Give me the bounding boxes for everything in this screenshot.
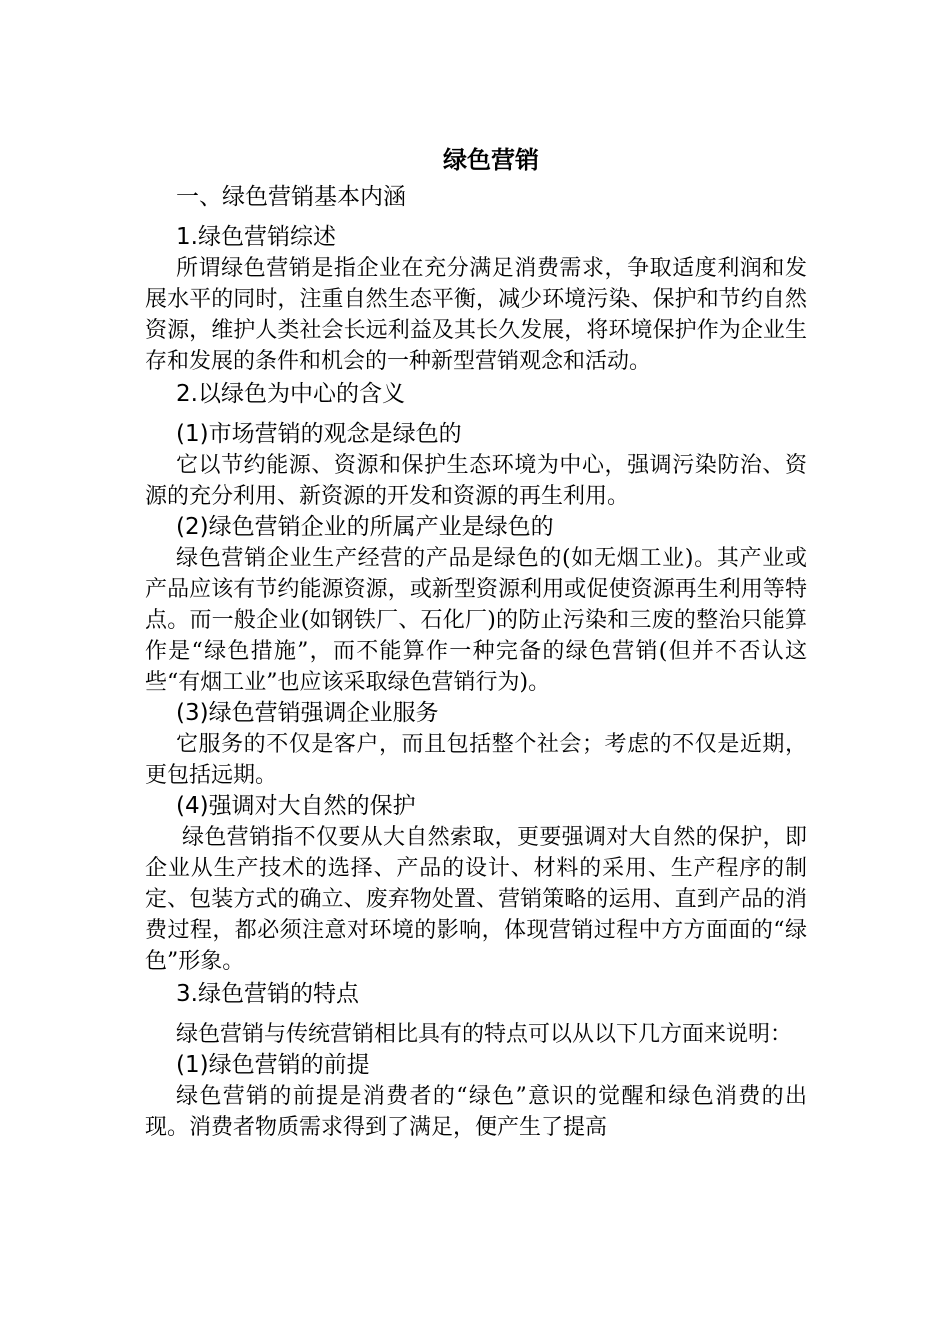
paragraph-2-4: 绿色营销指不仅要从大自然索取，更要强调对大自然的保护，即企业从生产技术的选择、产品的设计、材料的采用、生产程序的制定、包装方式的确立、废弃物处置、营销策略的运用、直到产品的消费过程，都必须注意对环境的影响，体现营销过程中方方面面的“绿色”形象。 <box>145 825 807 974</box>
subheading-2-3: (3)绿色营销强调企业服务 <box>176 700 439 726</box>
paragraph-3-1: 绿色营销的前提是消费者的“绿色”意识的觉醒和绿色消费的出现。消费者物质需求得到了满足，便产生了提高 <box>145 1084 807 1140</box>
subheading-3-1: (1)绿色营销的前提 <box>176 1052 370 1078</box>
section-heading-1-1: 1.绿色营销综述 <box>176 224 336 250</box>
subheading-2-1: (1)市场营销的观念是绿色的 <box>176 421 462 447</box>
document-page <box>145 142 807 1143</box>
paragraph-3-intro: 绿色营销与传统营销相比具有的特点可以从以下几方面来说明： <box>176 1022 793 1047</box>
paragraph-2-2: 绿色营销企业生产经营的产品是绿色的(如无烟工业)。其产业或产品应该有节约能源资源，或新型资源利用或促使资源再生利用等特点。而一般企业(如钢铁厂、石化厂)的防止污染和三废的整治只能算作是“绿色措施”，而不能算作一种完备的绿色营销(但并不否认这些“有烟工业”也应该采取绿色营销行为)。 <box>145 546 807 695</box>
paragraph-2-3: 它服务的不仅是客户，而且包括整个社会；考虑的不仅是近期，更包括远期。 <box>145 732 807 788</box>
section-heading-1: 一、绿色营销基本内涵 <box>176 184 406 210</box>
document-title: 绿色营销 <box>443 146 539 174</box>
section-heading-2: 2.以绿色为中心的含义 <box>176 381 405 407</box>
paragraph-2-1: 它以节约能源、资源和保护生态环境为中心，强调污染防治、资源的充分利用、新资源的开发和资源的再生利用。 <box>145 453 807 509</box>
paragraph-overview: 所谓绿色营销是指企业在充分满足消费需求，争取适度利润和发展水平的同时，注重自然生态平衡，减少环境污染、保护和节约自然资源，维护人类社会长远利益及其长久发展，将环境保护作为企业生存和发展的条件和机会的一种新型营销观念和活动。 <box>145 256 807 374</box>
section-heading-3: 3.绿色营销的特点 <box>176 981 359 1007</box>
subheading-2-2: (2)绿色营销企业的所属产业是绿色的 <box>176 514 554 540</box>
subheading-2-4: (4)强调对大自然的保护 <box>176 793 416 819</box>
